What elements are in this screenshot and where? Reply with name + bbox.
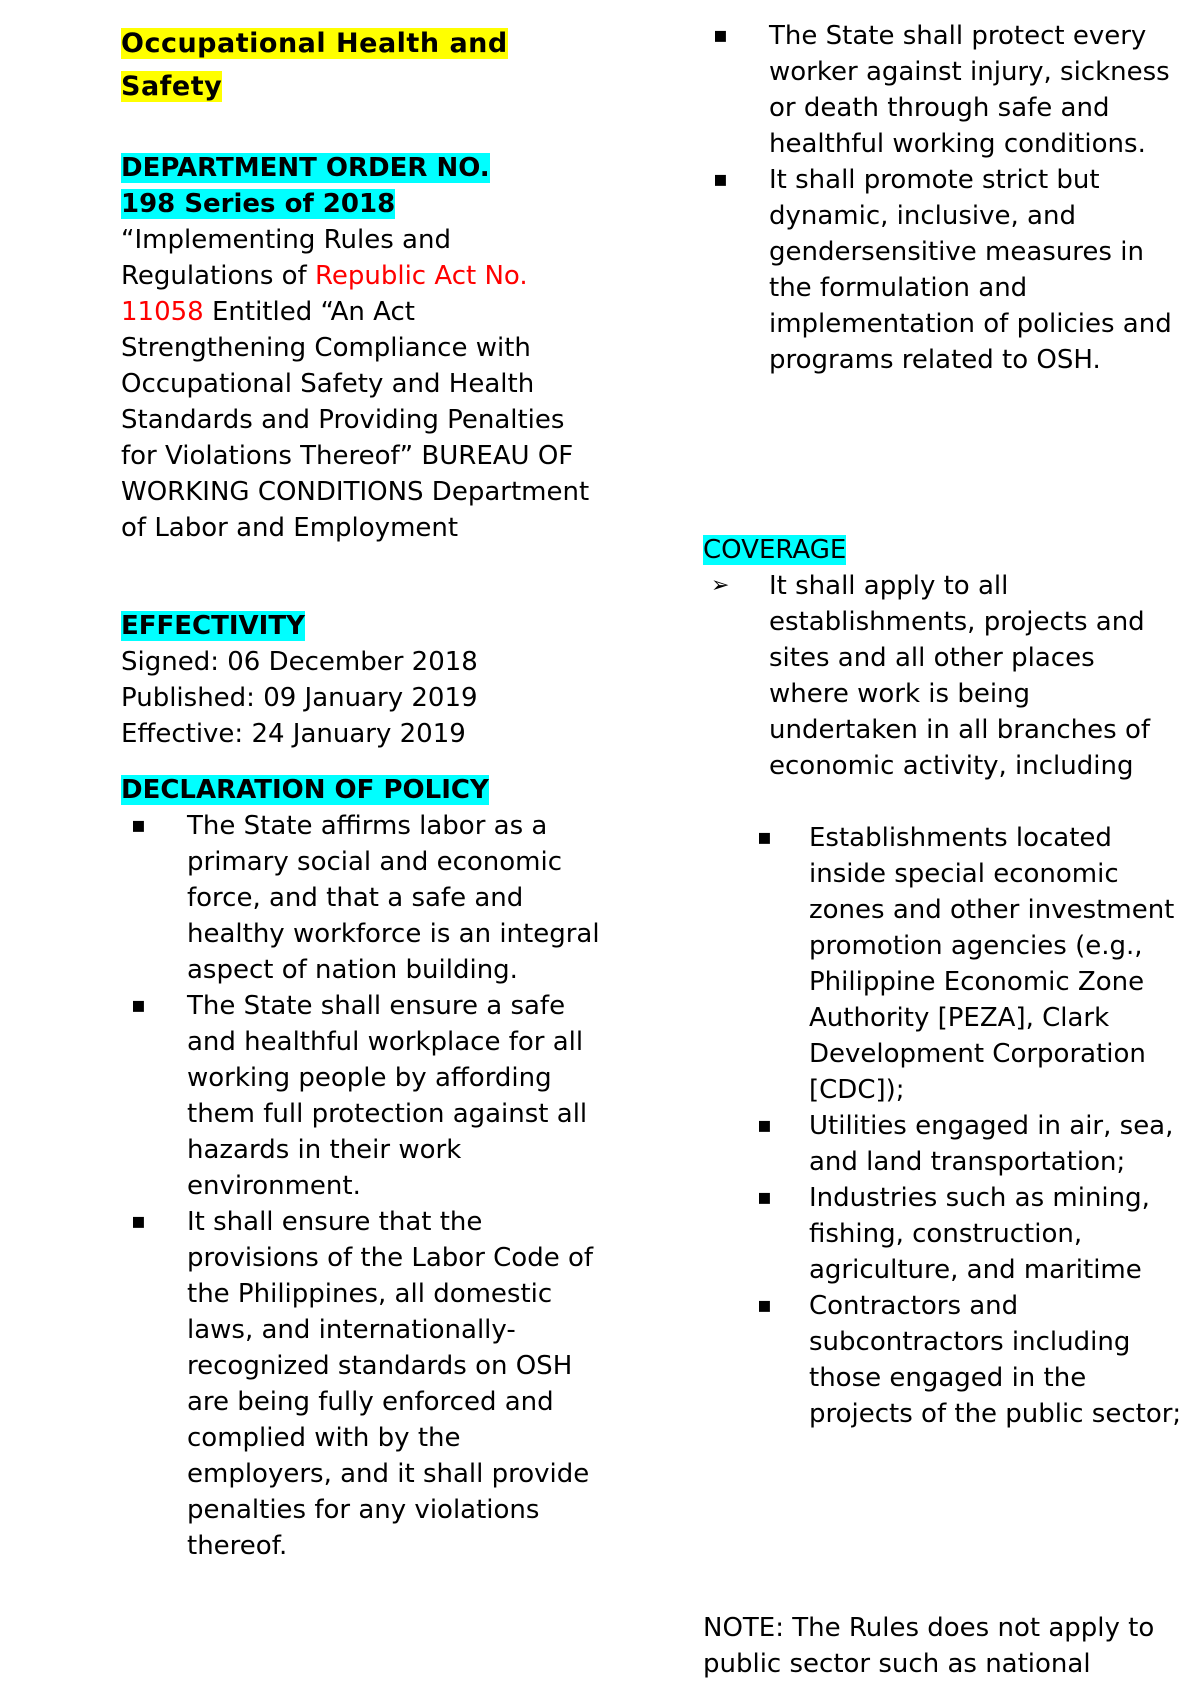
order-desc-part-2: Entitled “An Act Strengthening Compliance with Occupational Safety and Health Standards and Providing Penalties for Violations Thereof” BUREAU OF WORKING CONDITIONS Department of Labor and Employment [121, 297, 590, 543]
department-order-heading [121, 150, 490, 222]
coverage-item-text: Utilities engaged in air, sea, and land transportation; [809, 1111, 1174, 1177]
policy-item-text: The State affirms labor as a primary social and economic force, and that a safe and healthy workforce is an integral aspect of nation building. [187, 811, 600, 985]
list-item [131, 808, 607, 988]
title-line-1: Occupational Health and [121, 28, 508, 59]
signed-date: Signed: 06 December 2018 [121, 647, 478, 677]
policy-list [131, 808, 607, 1564]
coverage-sub-list [757, 820, 1189, 1432]
square-bullet-icon: ▪ [757, 825, 772, 850]
square-bullet-icon: ▪ [131, 1209, 146, 1234]
effectivity-dates [121, 644, 478, 752]
arrow-bullet-icon: ➢ [711, 573, 730, 598]
order-heading-line-2: 198 Series of 2018 [121, 189, 396, 219]
order-description [121, 222, 601, 546]
square-bullet-icon: ▪ [757, 1185, 772, 1210]
coverage-main-item [711, 568, 1179, 784]
note-text: NOTE: The Rules does not apply to public sector such as national [703, 1613, 1155, 1679]
policy-item-text: The State shall ensure a safe and healthful workplace for all working people by affording them full protection against all hazards in their work environment. [187, 991, 588, 1201]
title-line-2: Safety [121, 71, 223, 102]
document-title [121, 22, 541, 108]
square-bullet-icon: ▪ [757, 1293, 772, 1318]
policy-continued-list [713, 18, 1179, 378]
coverage-item-text: Contractors and subcontractors including those engaged in the projects of the public sector; [809, 1291, 1182, 1429]
list-item [757, 1180, 1189, 1288]
list-item [757, 1108, 1189, 1180]
list-item [131, 1204, 607, 1564]
policy-item-text: It shall ensure that the provisions of the Labor Code of the Philippines, all domestic laws, and internationally-recognized standards on OSH are being fully enforced and complied with by the employers, and it shall provide penalties for any violations thereof. [187, 1207, 594, 1561]
coverage-main-text: It shall apply to all establishments, projects and sites and all other places where work is being undertaken in all branches of economic activity, including [769, 571, 1150, 781]
order-heading-line-1: DEPARTMENT ORDER NO. [121, 153, 490, 183]
square-bullet-icon: ▪ [713, 23, 728, 48]
policy-heading [121, 772, 489, 808]
effectivity-heading-text: EFFECTIVITY [121, 611, 305, 641]
coverage-item-text: Establishments located inside special economic zones and other investment promotion agencies (e.g., Philippine Economic Zone Authority [PEZA], Clark Development Corporation [CDC]); [809, 823, 1175, 1105]
policy-item-text: The State shall protect every worker against injury, sickness or death through safe and healthful working conditions. [769, 21, 1170, 159]
republic-act-reference: Republic Act No. 11058 [121, 261, 528, 327]
list-item [713, 162, 1179, 378]
square-bullet-icon: ▪ [757, 1113, 772, 1138]
published-date: Published: 09 January 2019 [121, 683, 478, 713]
list-item [757, 1288, 1189, 1432]
policy-item-text: It shall promote strict but dynamic, inclusive, and gendersensitive measures in the formulation and implementation of policies and programs related to OSH. [769, 165, 1172, 375]
square-bullet-icon: ▪ [713, 167, 728, 192]
list-item [757, 820, 1189, 1108]
list-item [713, 18, 1179, 162]
square-bullet-icon: ▪ [131, 813, 146, 838]
effective-date: Effective: 24 January 2019 [121, 719, 466, 749]
coverage-item-text: Industries such as mining, fishing, construction, agriculture, and maritime [809, 1183, 1150, 1285]
coverage-heading-text: COVERAGE [703, 535, 847, 565]
effectivity-heading [121, 608, 305, 644]
order-desc-part-1: “Implementing Rules and Regulations of [121, 225, 451, 291]
coverage-heading [703, 532, 846, 568]
square-bullet-icon: ▪ [131, 993, 146, 1018]
policy-heading-text: DECLARATION OF POLICY [121, 775, 489, 805]
list-item [131, 988, 607, 1204]
